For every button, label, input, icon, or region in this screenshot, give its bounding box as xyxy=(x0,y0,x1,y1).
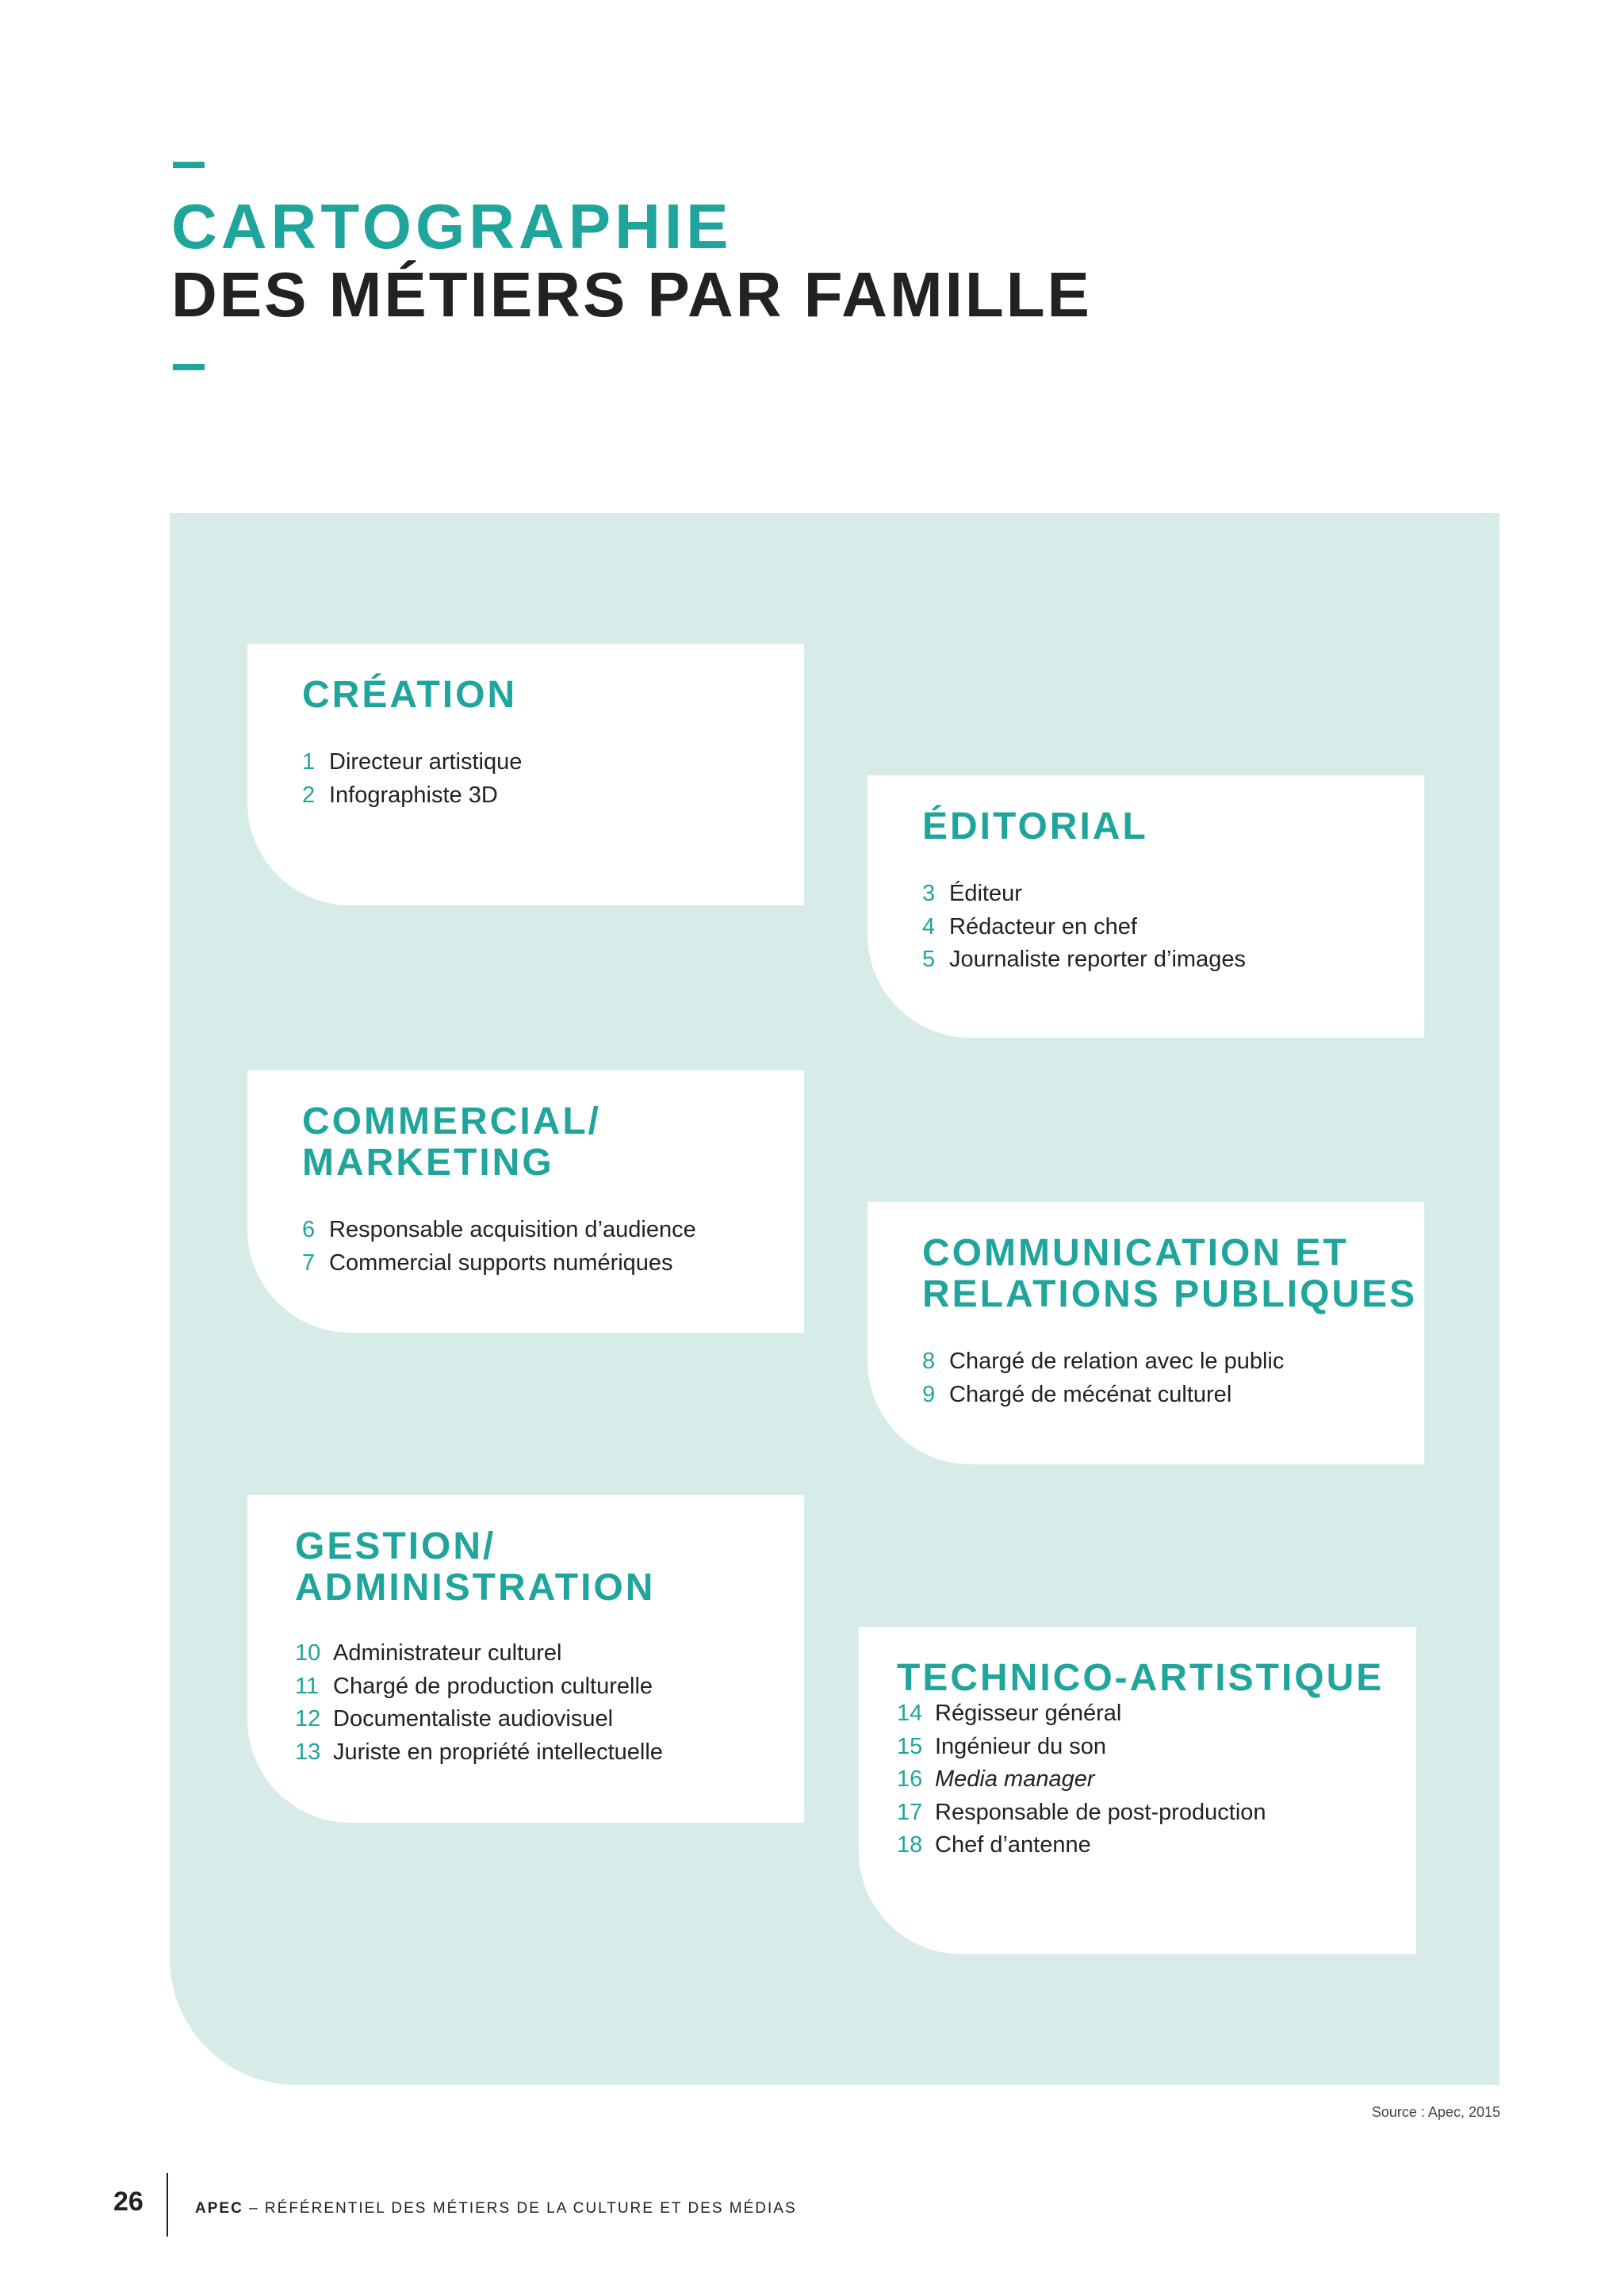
family-card-creation xyxy=(247,644,804,905)
footer-publication: RÉFÉRENTIEL DES MÉTIERS DE LA CULTURE ET DES MÉDIAS xyxy=(264,2200,797,2217)
job-number: 4 xyxy=(922,913,936,939)
job-label: Chargé de relation avec le public xyxy=(949,1349,1285,1374)
job-number: 7 xyxy=(302,1249,316,1276)
job-number: 12 xyxy=(295,1706,321,1732)
job-label: Chargé de production culturelle xyxy=(333,1673,653,1699)
job-label: Chargé de mécénat culturel xyxy=(949,1381,1232,1407)
page-title-line2: DES MÉTIERS PAR FAMILLE xyxy=(171,259,1092,330)
title-top-dash xyxy=(173,162,205,168)
job-item xyxy=(897,1829,1416,1862)
family-title xyxy=(922,1233,1424,1315)
job-item xyxy=(302,1247,804,1280)
job-number: 15 xyxy=(897,1733,923,1759)
job-list xyxy=(922,1345,1424,1411)
job-item xyxy=(922,911,1424,944)
page-number: 26 xyxy=(113,2187,144,2217)
page-title-line1: CARTOGRAPHIE xyxy=(171,191,733,262)
source-note: Source : Apec, 2015 xyxy=(1371,2104,1500,2120)
job-label: Directeur artistique xyxy=(329,749,523,775)
job-number: 3 xyxy=(922,881,936,906)
title-bottom-dash xyxy=(173,364,205,370)
job-number: 2 xyxy=(302,782,316,808)
job-item xyxy=(897,1763,1416,1797)
job-item xyxy=(922,878,1424,911)
job-item xyxy=(295,1736,804,1770)
family-card-editorial xyxy=(868,775,1424,1038)
job-item xyxy=(922,1345,1424,1379)
job-item xyxy=(922,1379,1424,1412)
family-title-line: COMMUNICATION ET xyxy=(922,1232,1349,1274)
job-number: 11 xyxy=(295,1673,320,1699)
family-title-line: RELATIONS PUBLIQUES xyxy=(922,1273,1418,1315)
family-title-line: ÉDITORIAL xyxy=(922,806,1148,848)
job-item xyxy=(897,1697,1416,1731)
job-number: 9 xyxy=(922,1381,936,1407)
job-number: 17 xyxy=(897,1799,923,1825)
job-label: Responsable de post-production xyxy=(935,1799,1266,1825)
job-list xyxy=(302,1214,804,1280)
family-title xyxy=(302,675,804,716)
job-item xyxy=(295,1670,804,1704)
family-title xyxy=(302,1101,804,1184)
job-number: 8 xyxy=(922,1349,936,1374)
job-list xyxy=(302,746,804,812)
job-item xyxy=(302,746,804,779)
job-number: 13 xyxy=(295,1739,321,1765)
job-label: Ingénieur du son xyxy=(935,1733,1107,1759)
footer-separator: – xyxy=(243,2200,265,2217)
footer-divider xyxy=(167,2173,168,2237)
job-item xyxy=(302,779,804,813)
family-card-commercial-marketing xyxy=(247,1070,804,1333)
job-number: 1 xyxy=(302,749,316,775)
job-label: Journaliste reporter d’images xyxy=(949,947,1246,972)
job-number: 10 xyxy=(295,1640,321,1666)
family-title-line: TECHNICO-ARTISTIQUE xyxy=(897,1657,1385,1699)
job-label: Éditeur xyxy=(949,881,1022,906)
job-label: Régisseur général xyxy=(935,1701,1122,1726)
family-title xyxy=(295,1526,804,1609)
job-item xyxy=(922,943,1424,977)
job-item xyxy=(897,1797,1416,1830)
job-label: Media manager xyxy=(935,1766,1095,1792)
job-item xyxy=(295,1703,804,1736)
footer-brand: APEC xyxy=(195,2200,243,2217)
job-item xyxy=(295,1637,804,1670)
job-list xyxy=(922,878,1424,977)
family-title-line: ADMINISTRATION xyxy=(295,1567,656,1609)
family-card-gestion-administration xyxy=(247,1495,804,1823)
family-title-line: CRÉATION xyxy=(302,674,518,716)
family-title-line: GESTION/ xyxy=(295,1525,496,1567)
job-label: Infographiste 3D xyxy=(329,782,498,808)
job-item xyxy=(897,1731,1416,1764)
job-label: Juriste en propriété intellectuelle xyxy=(333,1739,663,1765)
family-title-line: MARKETING xyxy=(302,1142,554,1184)
job-number: 16 xyxy=(897,1766,923,1792)
job-number: 18 xyxy=(897,1832,923,1858)
family-title-line: COMMERCIAL/ xyxy=(302,1100,601,1142)
job-label: Documentaliste audiovisuel xyxy=(333,1706,614,1732)
job-list xyxy=(295,1637,804,1769)
job-list xyxy=(897,1697,1416,1862)
family-card-communication xyxy=(868,1202,1424,1464)
family-title xyxy=(897,1658,1416,1699)
job-label: Responsable acquisition d’audience xyxy=(329,1217,696,1242)
job-label: Chef d’antenne xyxy=(935,1832,1091,1858)
job-item xyxy=(302,1214,804,1247)
job-number: 5 xyxy=(922,947,936,972)
job-number: 14 xyxy=(897,1701,923,1726)
family-card-technico-artistique xyxy=(859,1627,1416,1954)
job-label: Commercial supports numériques xyxy=(329,1249,673,1276)
footer-text xyxy=(195,2200,797,2218)
job-number: 6 xyxy=(302,1217,316,1242)
family-title xyxy=(922,806,1424,848)
job-label: Rédacteur en chef xyxy=(949,913,1137,939)
job-label: Administrateur culturel xyxy=(333,1640,562,1666)
